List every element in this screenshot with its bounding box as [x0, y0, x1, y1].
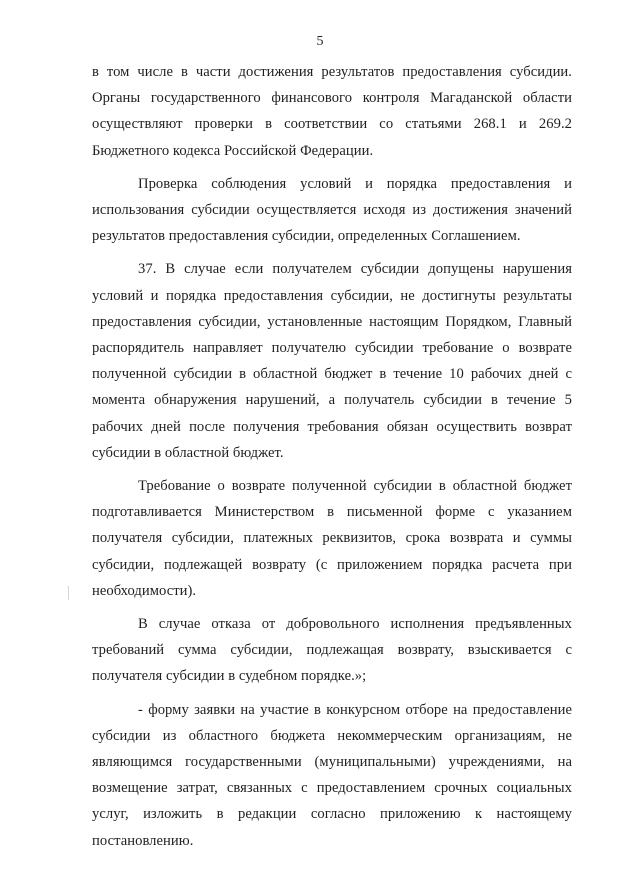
paragraph-refusal-case: В случае отказа от добровольного исполнения предъявленных требований сумма субсидии, подлежащая возврату, взыскивается с получателя субсидии в судебном порядке.»; — [92, 616, 572, 685]
page-number: 5 — [316, 34, 324, 49]
paragraph-clause-37: 37. В случае если получателем субсидии допущены нарушения условий и порядка предоставления субсидии, не достигнуты результаты предоставления субсидии, установленные настоящим Порядком, Главный распорядитель направляет получателю субсидии требование о возврате полученной субсидии в областной бюджет в течение 10 рабочих дней с момента обнаружения нарушений, а получатель субсидии в течение 5 рабочих дней после получения требования обязан осуществить возврат субсидии в областной бюджет. — [92, 261, 572, 461]
paragraph-verification: Проверка соблюдения условий и порядка предоставления и использования субсидии осуществляется исходя из достижения значений результатов предоставления субсидии, определенных Соглашением. — [92, 175, 572, 245]
margin-mark — [68, 586, 69, 600]
paragraph-application-form: - форму заявки на участие в конкурсном отборе на предоставление субсидии из областного бюджета некоммерческим организациям, не являющимся государственными (муниципальными) учреждениями, на возмещение затрат, связанных с предоставлением срочных социальных услуг, изложить в редакции согласно приложению к настоящему постановлению. — [92, 701, 572, 849]
paragraph-continuation: в том числе в части достижения результатов предоставления субсидии. Органы государственного финансового контроля Магаданской области осуществляют проверки в соответствии со статьями 268.1 и 269.2 Бюджетного кодекса Российской Федерации. — [92, 64, 572, 159]
paragraph-refund-requirement: Требование о возврате полученной субсидии в областной бюджет подготавливается Министерством в письменной форме с указанием получателя субсидии, платежных реквизитов, срока возврата и суммы субсидии, подлежащей возврату (с приложением порядка расчета при необходимости). — [92, 478, 572, 599]
document-body — [92, 59, 572, 854]
